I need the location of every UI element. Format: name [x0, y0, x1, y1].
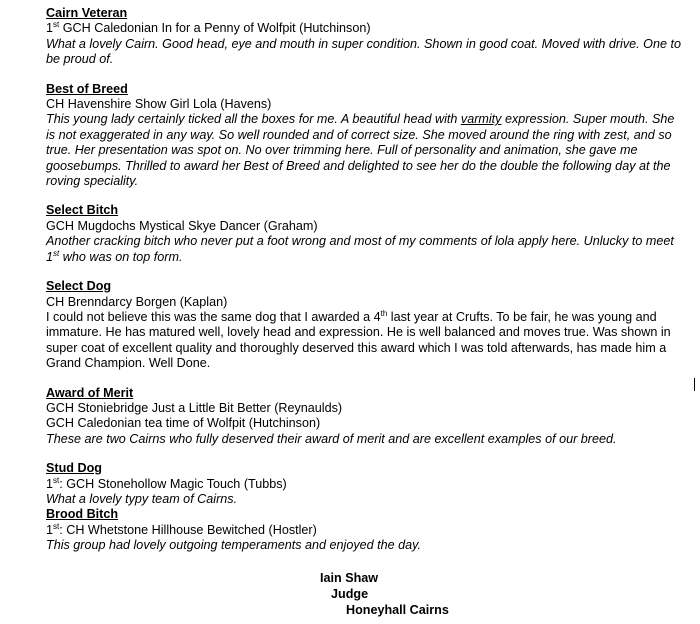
- critique-part: I could not believe this was the same dog that I awarded a 4: [46, 309, 381, 324]
- critique-part: expression. Super mouth. She is not exaggerated in any way. So well rounded and of correct size. She moved around the ring with zest, and so true. Her presentation was spot on. No over trimming here. Full of personality and animation, she gave me goosebumps. Thrilled to award her Best of Breed and delighted to see her do the double the following day at the roving speciality.: [46, 112, 675, 189]
- judge-name: Iain Shaw: [320, 571, 379, 585]
- placing-number: 1: [46, 476, 54, 491]
- entry-text: GCH Caledonian In for a Penny of Wolfpit (Hutchinson): [59, 21, 371, 36]
- section-heading: Stud Dog: [46, 461, 102, 476]
- placing-suffix: st: [53, 521, 60, 531]
- entry-line: [46, 21, 686, 36]
- critique-part: This young lady certainly ticked all the boxes for me. A beautiful head with: [46, 112, 461, 127]
- entry-text: CH Havenshire Show Girl Lola (Havens): [46, 97, 272, 112]
- placing-suffix: st: [53, 20, 60, 30]
- entry-line: [46, 523, 686, 538]
- entry-text: CH Brenndarcy Borgen (Kaplan): [46, 294, 228, 309]
- section-select-dog: [46, 279, 686, 371]
- critique-text: This group had lovely outgoing temperaments and enjoyed the day.: [46, 538, 422, 553]
- entry-text: GCH Mugdochs Mystical Skye Dancer (Graham): [46, 218, 318, 233]
- critique-text: [46, 310, 686, 372]
- section-cairn-veteran: [46, 6, 686, 68]
- section-heading: Cairn Veteran: [46, 6, 128, 20]
- entry-text: GCH Stoniebridge Just a Little Bit Better (Reynaulds): [46, 400, 343, 415]
- critique-underlined-word: varmity: [460, 112, 502, 127]
- placing-suffix: st: [53, 475, 60, 485]
- edge-marker: [694, 378, 695, 391]
- section-heading: Select Dog: [46, 279, 112, 294]
- critique-part: who was on top form.: [59, 249, 183, 264]
- section-brood-bitch: [46, 507, 686, 553]
- critique-part: last year at Crufts. To be fair, he was young and immature. He has matured well, lovely head and expression. He is well balanced and moves true. Was shown in super coat of excellent quality and thoroughly deserved this award which I was told afterwards, has made him a Grand Champion. Well Done.: [46, 309, 671, 371]
- critique-text: What a lovely typy team of Cairns.: [46, 491, 238, 506]
- section-heading: Best of Breed: [46, 81, 128, 96]
- ordinal-suffix: th: [380, 308, 388, 318]
- judge-kennel: Honeyhall Cairns: [346, 603, 449, 617]
- section-best-of-breed: [46, 82, 686, 190]
- section-heading: Brood Bitch: [46, 507, 119, 522]
- placing-number: 1: [46, 21, 54, 36]
- critique-text: What a lovely Cairn. Good head, eye and mouth in super condition. Shown in good coat. Moved with drive. One to be proud of.: [46, 36, 681, 67]
- critique-part: Another cracking bitch who never put a foot wrong and most of my comments of lola apply here. Unlucky to meet 1: [46, 234, 674, 264]
- section-award-of-merit: [46, 386, 686, 448]
- judge-role: Judge: [331, 587, 369, 601]
- entry-text: : CH Whetstone Hillhouse Bewitched (Hostler): [59, 522, 317, 537]
- section-heading: Select Bitch: [46, 203, 119, 218]
- entry-text: : GCH Stonehollow Magic Touch (Tubbs): [59, 476, 287, 491]
- placing-number: 1: [46, 522, 54, 537]
- critique-text: These are two Cairns who fully deserved their award of merit and are excellent examples of our breed.: [46, 431, 617, 446]
- section-select-bitch: [46, 203, 686, 265]
- section-heading: Award of Merit: [46, 385, 134, 400]
- critique-text: [46, 234, 686, 265]
- entry-line: [46, 477, 686, 492]
- critique-text: [46, 112, 686, 189]
- ordinal-suffix: st: [53, 248, 60, 258]
- section-stud-dog: [46, 461, 686, 507]
- entry-text: GCH Caledonian tea time of Wolfpit (Hutchinson): [46, 416, 321, 431]
- critique-document: [46, 6, 686, 554]
